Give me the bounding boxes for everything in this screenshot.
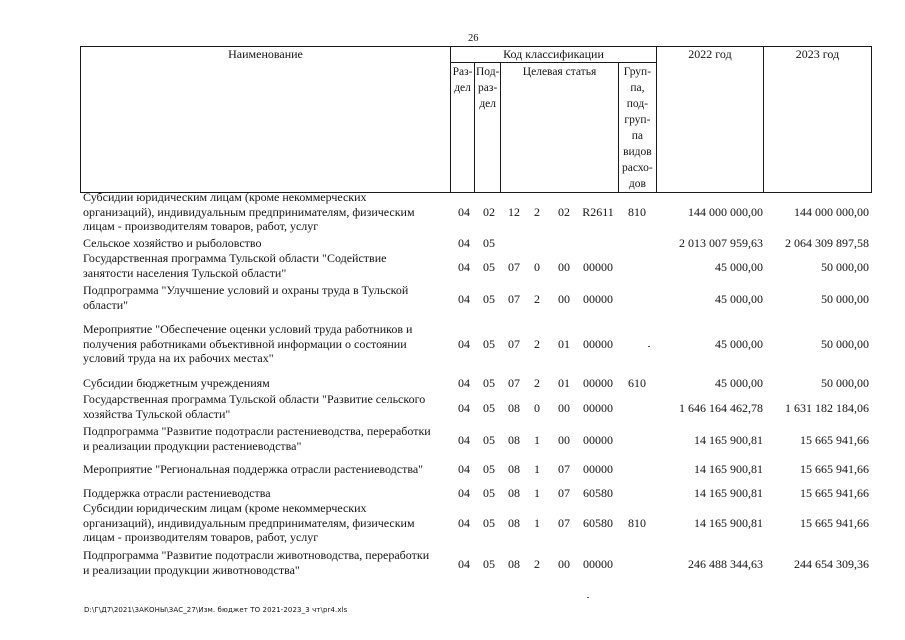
row-name-line: лицам - производителям товаров, работ, услуг <box>83 219 319 234</box>
cell-y2: 1 631 182 184,06 <box>785 401 869 416</box>
row-name-line: Мероприятие "Региональная поддержка отрасли растениеводства" <box>83 462 424 476</box>
group-line: расхо- <box>622 162 653 174</box>
row-name-line: и реализации продукции растениеводства" <box>83 438 302 453</box>
table-row <box>0 236 905 251</box>
table-row <box>0 424 905 453</box>
cell-rz: 04 <box>458 401 470 416</box>
row-name <box>83 322 445 366</box>
cell-b: 2 <box>534 376 540 390</box>
cell-a: 08 <box>508 515 520 530</box>
cell-y2: 15 665 941,66 <box>800 433 869 448</box>
cell-rz: 04 <box>458 292 470 307</box>
group-line: видов <box>623 146 652 158</box>
cell-pr: 02 <box>483 204 495 219</box>
cell-y1: 45 000,00 <box>715 260 763 275</box>
row-name-line: Субсидии юридическим лицам (кроме некоммерческих <box>83 501 367 515</box>
podrazdel-line: дел <box>479 98 497 110</box>
cell-cc: 02 <box>558 204 570 219</box>
scan-speck <box>648 346 650 347</box>
cell-vr: 610 <box>628 376 646 390</box>
cell-pr: 05 <box>483 236 495 250</box>
group-line: под- <box>626 98 649 110</box>
row-name-line: области" <box>83 297 129 312</box>
cell-y1: 14 165 900,81 <box>694 433 763 448</box>
table-row <box>0 251 905 280</box>
row-name-line: организаций), индивидуальным предпринимателям, физическим <box>83 515 415 530</box>
cell-y1: 45 000,00 <box>715 292 763 307</box>
cell-b: 2 <box>534 204 540 219</box>
header-group <box>618 63 656 193</box>
cell-cc: 00 <box>558 260 570 275</box>
cell-a: 08 <box>508 433 520 448</box>
cell-cc: 07 <box>558 462 570 476</box>
cell-rz: 04 <box>458 557 470 572</box>
cell-b: 2 <box>534 336 540 351</box>
row-name-line: Мероприятие "Обеспечение оценки условий труда работников и <box>83 322 413 336</box>
cell-rz: 04 <box>458 204 470 219</box>
cell-y1: 14 165 900,81 <box>694 515 763 530</box>
cell-pr: 05 <box>483 336 495 351</box>
cell-rz: 04 <box>458 462 470 476</box>
cell-y2: 15 665 941,66 <box>800 515 869 530</box>
cell-d: R2611 <box>582 204 614 219</box>
scan-speck <box>587 597 589 598</box>
cell-a: 08 <box>508 557 520 572</box>
cell-d: 00000 <box>583 401 613 416</box>
cell-d: 00000 <box>583 433 613 448</box>
cell-rz: 04 <box>458 236 470 250</box>
table-row <box>0 501 905 545</box>
cell-cc: 01 <box>558 376 570 390</box>
row-name <box>83 236 445 251</box>
cell-cc: 00 <box>558 557 570 572</box>
page-number: 26 <box>468 33 479 44</box>
cell-b: 1 <box>534 486 540 500</box>
cell-b: 1 <box>534 462 540 476</box>
row-name-line: условий труда на их рабочих местах" <box>83 351 274 366</box>
podrazdel-line: Под- <box>475 66 500 78</box>
table-row <box>0 548 905 577</box>
cell-pr: 05 <box>483 260 495 275</box>
cell-d: 60580 <box>583 486 613 500</box>
cell-rz: 04 <box>458 376 470 390</box>
table-row <box>0 486 905 501</box>
header-target: Целевая статья <box>501 63 619 193</box>
row-name <box>83 462 445 477</box>
cell-y1: 45 000,00 <box>715 336 763 351</box>
header-name: Наименование <box>81 47 451 193</box>
group-line: па <box>631 130 644 142</box>
cell-y2: 144 000 000,00 <box>794 204 869 219</box>
cell-y2: 15 665 941,66 <box>800 462 869 476</box>
cell-pr: 05 <box>483 376 495 390</box>
header-year-2022: 2022 год <box>657 47 764 193</box>
cell-vr: 810 <box>628 204 646 219</box>
row-name <box>83 424 445 453</box>
group-line: па, <box>630 82 645 94</box>
cell-b: 0 <box>534 401 540 416</box>
cell-y2: 2 064 309 897,58 <box>785 236 869 250</box>
table-row <box>0 190 905 234</box>
row-name <box>83 251 445 280</box>
cell-y2: 50 000,00 <box>821 260 869 275</box>
cell-y1: 2 013 007 959,63 <box>679 236 763 250</box>
cell-a: 07 <box>508 376 520 390</box>
cell-a: 07 <box>508 260 520 275</box>
cell-cc: 00 <box>558 292 570 307</box>
cell-rz: 04 <box>458 486 470 500</box>
header-razdel <box>451 63 475 193</box>
razdel-line: Раз- <box>452 66 473 78</box>
header-podrazdel <box>475 63 501 193</box>
cell-d: 00000 <box>583 462 613 476</box>
row-name-line: Государственная программа Тульской области "Содействие <box>83 251 387 265</box>
cell-y1: 14 165 900,81 <box>694 462 763 476</box>
cell-b: 2 <box>534 292 540 307</box>
row-name-line: Подпрограмма "Развитие подотрасли животноводства, переработки <box>83 548 430 562</box>
table-header <box>80 46 872 193</box>
cell-d: 00000 <box>583 292 613 307</box>
cell-y2: 50 000,00 <box>821 292 869 307</box>
row-name <box>83 376 445 391</box>
cell-pr: 05 <box>483 292 495 307</box>
row-name <box>83 190 445 234</box>
table-row <box>0 392 905 421</box>
cell-d: 00000 <box>583 336 613 351</box>
cell-pr: 05 <box>483 557 495 572</box>
razdel-line: дел <box>454 82 471 94</box>
cell-a: 08 <box>508 462 520 476</box>
row-name-line: и реализации продукции животноводства" <box>83 562 300 577</box>
row-name-line: Подпрограмма "Улучшение условий и охраны труда в Тульской <box>83 283 409 297</box>
cell-cc: 00 <box>558 401 570 416</box>
cell-b: 1 <box>534 515 540 530</box>
cell-d: 00000 <box>583 260 613 275</box>
cell-rz: 04 <box>458 260 470 275</box>
row-name <box>83 486 445 501</box>
row-name-line: Субсидии юридическим лицам (кроме некоммерческих <box>83 190 367 204</box>
group-line: дов <box>628 178 646 190</box>
podrazdel-line: раз- <box>478 82 498 94</box>
cell-d: 60580 <box>583 515 613 530</box>
row-name <box>83 392 445 421</box>
table-row <box>0 462 905 477</box>
row-name-line: Государственная программа Тульской области "Развитие сельского <box>83 392 426 406</box>
cell-y1: 144 000 000,00 <box>688 204 763 219</box>
row-name-line: занятости населения Тульской области" <box>83 265 287 280</box>
row-name <box>83 283 445 312</box>
cell-rz: 04 <box>458 336 470 351</box>
cell-pr: 05 <box>483 486 495 500</box>
table-row <box>0 283 905 312</box>
cell-y2: 50 000,00 <box>821 376 869 390</box>
row-name-line: хозяйства Тульской области" <box>83 406 231 421</box>
header-year-2023: 2023 год <box>764 47 872 193</box>
cell-rz: 04 <box>458 433 470 448</box>
row-name-line: Подпрограмма "Развитие подотрасли растениеводства, переработки <box>83 424 431 438</box>
cell-vr: 810 <box>628 515 646 530</box>
cell-b: 2 <box>534 557 540 572</box>
cell-pr: 05 <box>483 401 495 416</box>
table-row <box>0 376 905 391</box>
group-line: груп- <box>624 114 651 126</box>
cell-pr: 05 <box>483 462 495 476</box>
cell-y1: 45 000,00 <box>715 376 763 390</box>
cell-y1: 246 488 344,63 <box>688 557 763 572</box>
row-name-line: Сельское хозяйство и рыболовство <box>83 236 262 250</box>
row-name-line: Поддержка отрасли растениеводства <box>83 486 271 500</box>
row-name <box>83 548 445 577</box>
cell-rz: 04 <box>458 515 470 530</box>
cell-a: 12 <box>508 204 520 219</box>
cell-a: 07 <box>508 292 520 307</box>
cell-a: 07 <box>508 336 520 351</box>
cell-a: 08 <box>508 486 520 500</box>
cell-pr: 05 <box>483 515 495 530</box>
cell-cc: 01 <box>558 336 570 351</box>
cell-cc: 07 <box>558 486 570 500</box>
row-name-line: лицам - производителям товаров, работ, услуг <box>83 530 319 545</box>
cell-d: 00000 <box>583 557 613 572</box>
file-path-footer: D:\Г\Д7\2021\ЗАКОНЫ\ЗАС_27\Изм. бюджет ТО 2021-2023_3 чт\pr4.xls <box>84 606 348 614</box>
group-line: Груп- <box>623 66 652 78</box>
row-name-line: Субсидии бюджетным учреждениям <box>83 376 270 390</box>
cell-b: 1 <box>534 433 540 448</box>
cell-pr: 05 <box>483 433 495 448</box>
cell-y1: 1 646 164 462,78 <box>679 401 763 416</box>
cell-y2: 244 654 309,36 <box>794 557 869 572</box>
cell-cc: 07 <box>558 515 570 530</box>
cell-y2: 15 665 941,66 <box>800 486 869 500</box>
cell-d: 00000 <box>583 376 613 390</box>
cell-y1: 14 165 900,81 <box>694 486 763 500</box>
table-row <box>0 322 905 366</box>
row-name-line: получения работниками объективной информации о состоянии <box>83 336 407 351</box>
row-name <box>83 501 445 545</box>
cell-b: 0 <box>534 260 540 275</box>
cell-y2: 50 000,00 <box>821 336 869 351</box>
cell-cc: 00 <box>558 433 570 448</box>
header-code: Код классификации <box>451 47 657 63</box>
row-name-line: организаций), индивидуальным предпринимателям, физическим <box>83 204 415 219</box>
cell-a: 08 <box>508 401 520 416</box>
